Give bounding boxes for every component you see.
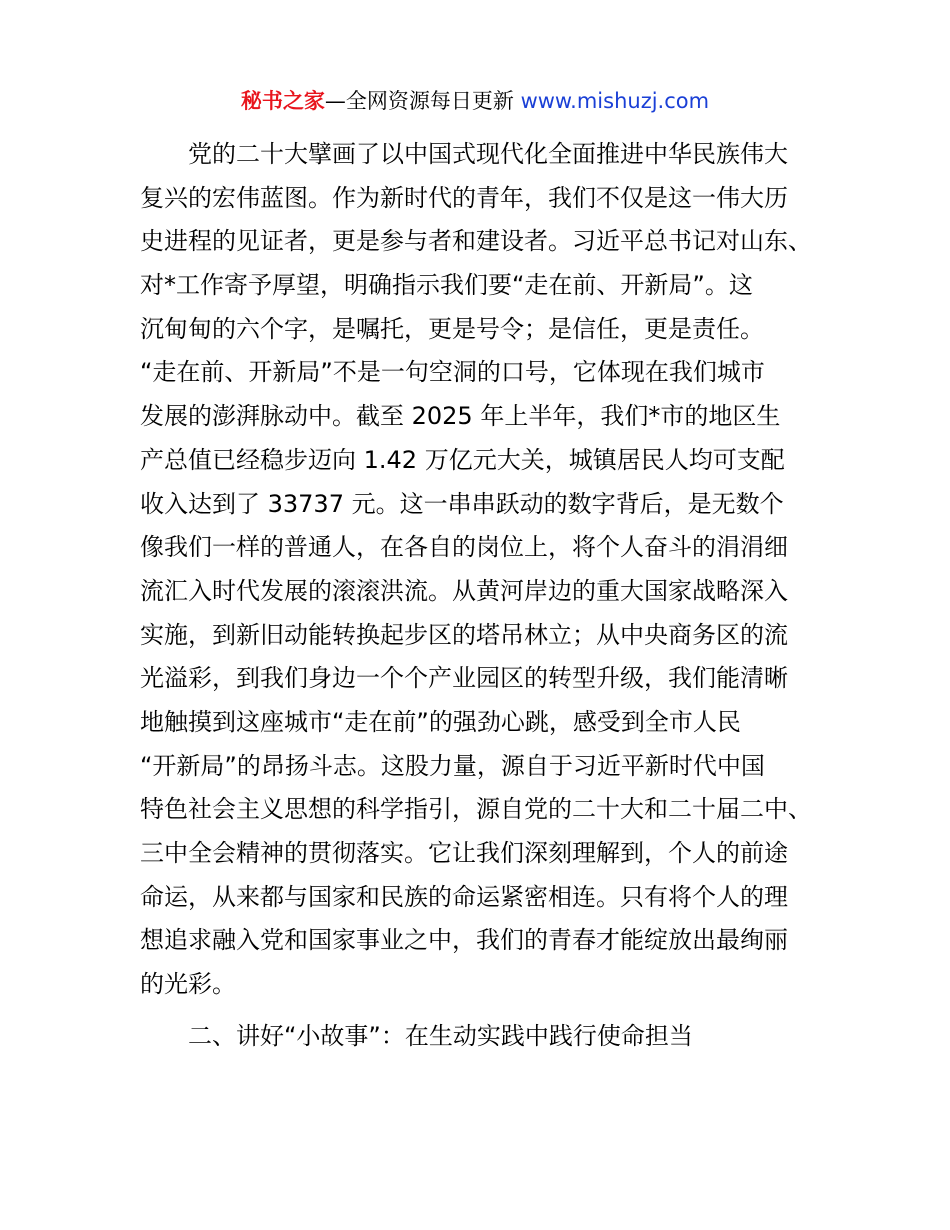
site-header bbox=[0, 86, 950, 116]
section-heading: 二、讲好“小故事”：在生动实践中践行使命担当 bbox=[188, 1021, 693, 1050]
paragraph-line: 地触摸到这座城市“走在前”的强劲心跳，感受到全市人民 bbox=[140, 707, 741, 736]
site-brand: 秘书之家 bbox=[240, 89, 325, 113]
paragraph-line: 命运，从来都与国家和民族的命运紧密相连。只有将个人的理 bbox=[140, 882, 788, 911]
paragraph-line: 特色社会主义思想的科学指引，源自党的二十大和二十届二中、 bbox=[140, 795, 812, 824]
paragraph-line: 对*工作寄予厚望，明确指示我们要“走在前、开新局”。这 bbox=[140, 271, 753, 300]
paragraph-line: 流汇入时代发展的滚滚洪流。从黄河岸边的重大国家战略深入 bbox=[140, 576, 788, 605]
paragraph-line: “走在前、开新局”不是一句空洞的口号，它体现在我们城市 bbox=[140, 358, 765, 387]
paragraph-line: 三中全会精神的贯彻落实。它让我们深刻理解到，个人的前途 bbox=[140, 839, 788, 867]
paragraph-line: 党的二十大擘画了以中国式现代化全面推进中华民族伟大 bbox=[188, 140, 788, 168]
paragraph-line: 实施，到新旧动能转换起步区的塔吊林立；从中央商务区的流 bbox=[140, 620, 788, 649]
site-url-link[interactable]: www.mishuzj.com bbox=[520, 89, 710, 113]
paragraph-line: 想追求融入党和国家事业之中，我们的青春才能绽放出最绚丽 bbox=[140, 926, 788, 955]
paragraph-line: 发展的澎湃脉动中。截至 2025 年上半年，我们*市的地区生 bbox=[140, 402, 781, 431]
paragraph-line: 像我们一样的普通人，在各自的岗位上，将个人奋斗的涓涓细 bbox=[140, 533, 788, 562]
paragraph-line: 收入达到了 33737 元。这一串串跃动的数字背后，是无数个 bbox=[140, 489, 784, 518]
paragraph-line: 史进程的见证者，更是参与者和建设者。习近平总书记对山东、 bbox=[140, 227, 812, 256]
paragraph-line: 光溢彩，到我们身边一个个产业园区的转型升级，我们能清晰 bbox=[140, 664, 788, 693]
paragraph-line: 沉甸甸的六个字，是嘱托，更是号令；是信任，更是责任。 bbox=[140, 314, 764, 343]
paragraph-line: 的光彩。 bbox=[140, 970, 236, 999]
body-paragraph bbox=[140, 133, 820, 1007]
site-tagline: —全网资源每日更新 bbox=[324, 89, 521, 113]
paragraph-line: 产总值已经稳步迈向 1.42 万亿元大关，城镇居民人均可支配 bbox=[140, 445, 785, 474]
document-body bbox=[140, 133, 820, 1058]
paragraph-line: “开新局”的昂扬斗志。这股力量，源自于习近平新时代中国 bbox=[140, 751, 765, 780]
paragraph-line: 复兴的宏伟蓝图。作为新时代的青年，我们不仅是这一伟大历 bbox=[140, 183, 788, 212]
